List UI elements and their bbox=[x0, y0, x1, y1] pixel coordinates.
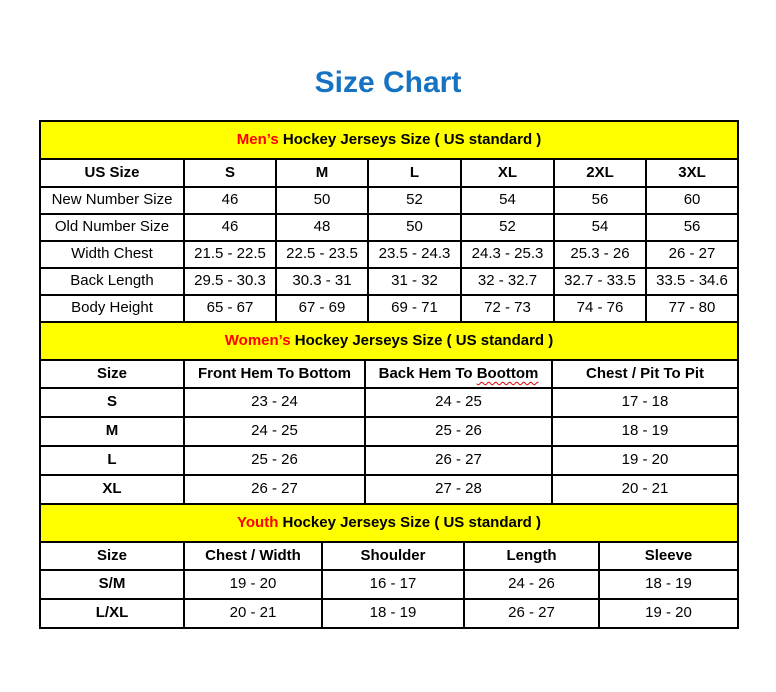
column-header-us-size: US Size bbox=[40, 159, 184, 187]
size-cell: 48 bbox=[276, 214, 368, 241]
table-row bbox=[40, 214, 738, 241]
youth-banner-highlight: Youth bbox=[237, 513, 279, 531]
size-cell: 52 bbox=[461, 214, 554, 241]
size-cell: 24 - 25 bbox=[184, 417, 365, 446]
size-cell: 20 - 21 bbox=[552, 475, 738, 504]
size-cell: 56 bbox=[646, 214, 738, 241]
size-cell: 24 - 26 bbox=[464, 570, 599, 599]
row-label: L bbox=[40, 446, 184, 475]
mens-banner-highlight: Men’s bbox=[236, 130, 279, 148]
womens-banner-text: Hockey Jerseys Size ( US standard ) bbox=[290, 331, 554, 349]
size-cell: 18 - 19 bbox=[599, 570, 738, 599]
column-header-length: Length bbox=[464, 542, 599, 570]
size-cell: 33.5 - 34.6 bbox=[646, 268, 738, 295]
mens-section-banner bbox=[40, 121, 738, 159]
womens-header-row bbox=[40, 360, 738, 388]
youth-banner-text: Hockey Jerseys Size ( US standard ) bbox=[278, 513, 541, 531]
size-cell: 25 - 26 bbox=[365, 417, 552, 446]
size-cell: 52 bbox=[368, 187, 461, 214]
size-cell: 16 - 17 bbox=[322, 570, 464, 599]
size-cell: 26 - 27 bbox=[365, 446, 552, 475]
size-cell: 32 - 32.7 bbox=[461, 268, 554, 295]
size-cell: 26 - 27 bbox=[464, 599, 599, 628]
table-row bbox=[40, 388, 738, 417]
row-label: S bbox=[40, 388, 184, 417]
column-header-2xl: 2XL bbox=[554, 159, 646, 187]
size-cell: 54 bbox=[554, 214, 646, 241]
size-cell: 19 - 20 bbox=[599, 599, 738, 628]
size-cell: 32.7 - 33.5 bbox=[554, 268, 646, 295]
column-header-size: Size bbox=[40, 360, 184, 388]
size-chart-tables bbox=[39, 120, 737, 629]
size-cell: 56 bbox=[554, 187, 646, 214]
column-header-back-hem bbox=[365, 360, 552, 388]
size-cell: 72 - 73 bbox=[461, 295, 554, 322]
size-cell: 77 - 80 bbox=[646, 295, 738, 322]
size-cell: 24 - 25 bbox=[365, 388, 552, 417]
row-label: New Number Size bbox=[40, 187, 184, 214]
size-cell: 46 bbox=[184, 187, 276, 214]
misspelled-word: Boottom bbox=[476, 364, 539, 382]
column-header-front-hem: Front Hem To Bottom bbox=[184, 360, 365, 388]
size-cell: 27 - 28 bbox=[365, 475, 552, 504]
size-cell: 65 - 67 bbox=[184, 295, 276, 322]
size-cell: 46 bbox=[184, 214, 276, 241]
row-label: M bbox=[40, 417, 184, 446]
size-cell: 21.5 - 22.5 bbox=[184, 241, 276, 268]
size-cell: 50 bbox=[276, 187, 368, 214]
size-cell: 18 - 19 bbox=[322, 599, 464, 628]
back-hem-prefix: Back Hem To bbox=[378, 364, 477, 382]
womens-size-table bbox=[39, 321, 739, 505]
table-row bbox=[40, 268, 738, 295]
size-cell: 50 bbox=[368, 214, 461, 241]
size-cell: 67 - 69 bbox=[276, 295, 368, 322]
mens-banner-row bbox=[40, 121, 738, 159]
table-row bbox=[40, 241, 738, 268]
column-header-l: L bbox=[368, 159, 461, 187]
size-cell: 18 - 19 bbox=[552, 417, 738, 446]
row-label: Width Chest bbox=[40, 241, 184, 268]
youth-size-table bbox=[39, 503, 739, 629]
column-header-s: S bbox=[184, 159, 276, 187]
page-title: Size Chart bbox=[314, 66, 462, 99]
size-cell: 23.5 - 24.3 bbox=[368, 241, 461, 268]
column-header-m: M bbox=[276, 159, 368, 187]
column-header-chest-width: Chest / Width bbox=[184, 542, 322, 570]
column-header-chest-pit: Chest / Pit To Pit bbox=[552, 360, 738, 388]
size-cell: 29.5 - 30.3 bbox=[184, 268, 276, 295]
mens-banner-text: Hockey Jerseys Size ( US standard ) bbox=[278, 130, 542, 148]
table-row bbox=[40, 417, 738, 446]
size-cell: 54 bbox=[461, 187, 554, 214]
size-cell: 30.3 - 31 bbox=[276, 268, 368, 295]
column-header-3xl: 3XL bbox=[646, 159, 738, 187]
column-header-xl: XL bbox=[461, 159, 554, 187]
size-cell: 19 - 20 bbox=[184, 570, 322, 599]
column-header-shoulder: Shoulder bbox=[322, 542, 464, 570]
table-row bbox=[40, 475, 738, 504]
size-cell: 26 - 27 bbox=[646, 241, 738, 268]
row-label: Back Length bbox=[40, 268, 184, 295]
youth-banner-row bbox=[40, 504, 738, 542]
table-row bbox=[40, 599, 738, 628]
table-row bbox=[40, 187, 738, 214]
size-cell: 31 - 32 bbox=[368, 268, 461, 295]
table-row bbox=[40, 446, 738, 475]
table-row bbox=[40, 295, 738, 322]
size-cell: 60 bbox=[646, 187, 738, 214]
size-cell: 20 - 21 bbox=[184, 599, 322, 628]
row-label: Body Height bbox=[40, 295, 184, 322]
youth-header-row bbox=[40, 542, 738, 570]
table-row bbox=[40, 570, 738, 599]
size-cell: 26 - 27 bbox=[184, 475, 365, 504]
youth-section-banner bbox=[40, 504, 738, 542]
size-cell: 23 - 24 bbox=[184, 388, 365, 417]
womens-section-banner bbox=[40, 322, 738, 360]
size-cell: 19 - 20 bbox=[552, 446, 738, 475]
row-label: XL bbox=[40, 475, 184, 504]
column-header-size: Size bbox=[40, 542, 184, 570]
mens-header-row bbox=[40, 159, 738, 187]
womens-banner-highlight: Women’s bbox=[224, 331, 291, 349]
size-cell: 69 - 71 bbox=[368, 295, 461, 322]
womens-banner-row bbox=[40, 322, 738, 360]
size-cell: 25 - 26 bbox=[184, 446, 365, 475]
size-cell: 22.5 - 23.5 bbox=[276, 241, 368, 268]
size-cell: 74 - 76 bbox=[554, 295, 646, 322]
row-label: Old Number Size bbox=[40, 214, 184, 241]
mens-size-table bbox=[39, 120, 739, 323]
row-label: S/M bbox=[40, 570, 184, 599]
size-cell: 24.3 - 25.3 bbox=[461, 241, 554, 268]
column-header-sleeve: Sleeve bbox=[599, 542, 738, 570]
row-label: L/XL bbox=[40, 599, 184, 628]
size-cell: 25.3 - 26 bbox=[554, 241, 646, 268]
size-cell: 17 - 18 bbox=[552, 388, 738, 417]
